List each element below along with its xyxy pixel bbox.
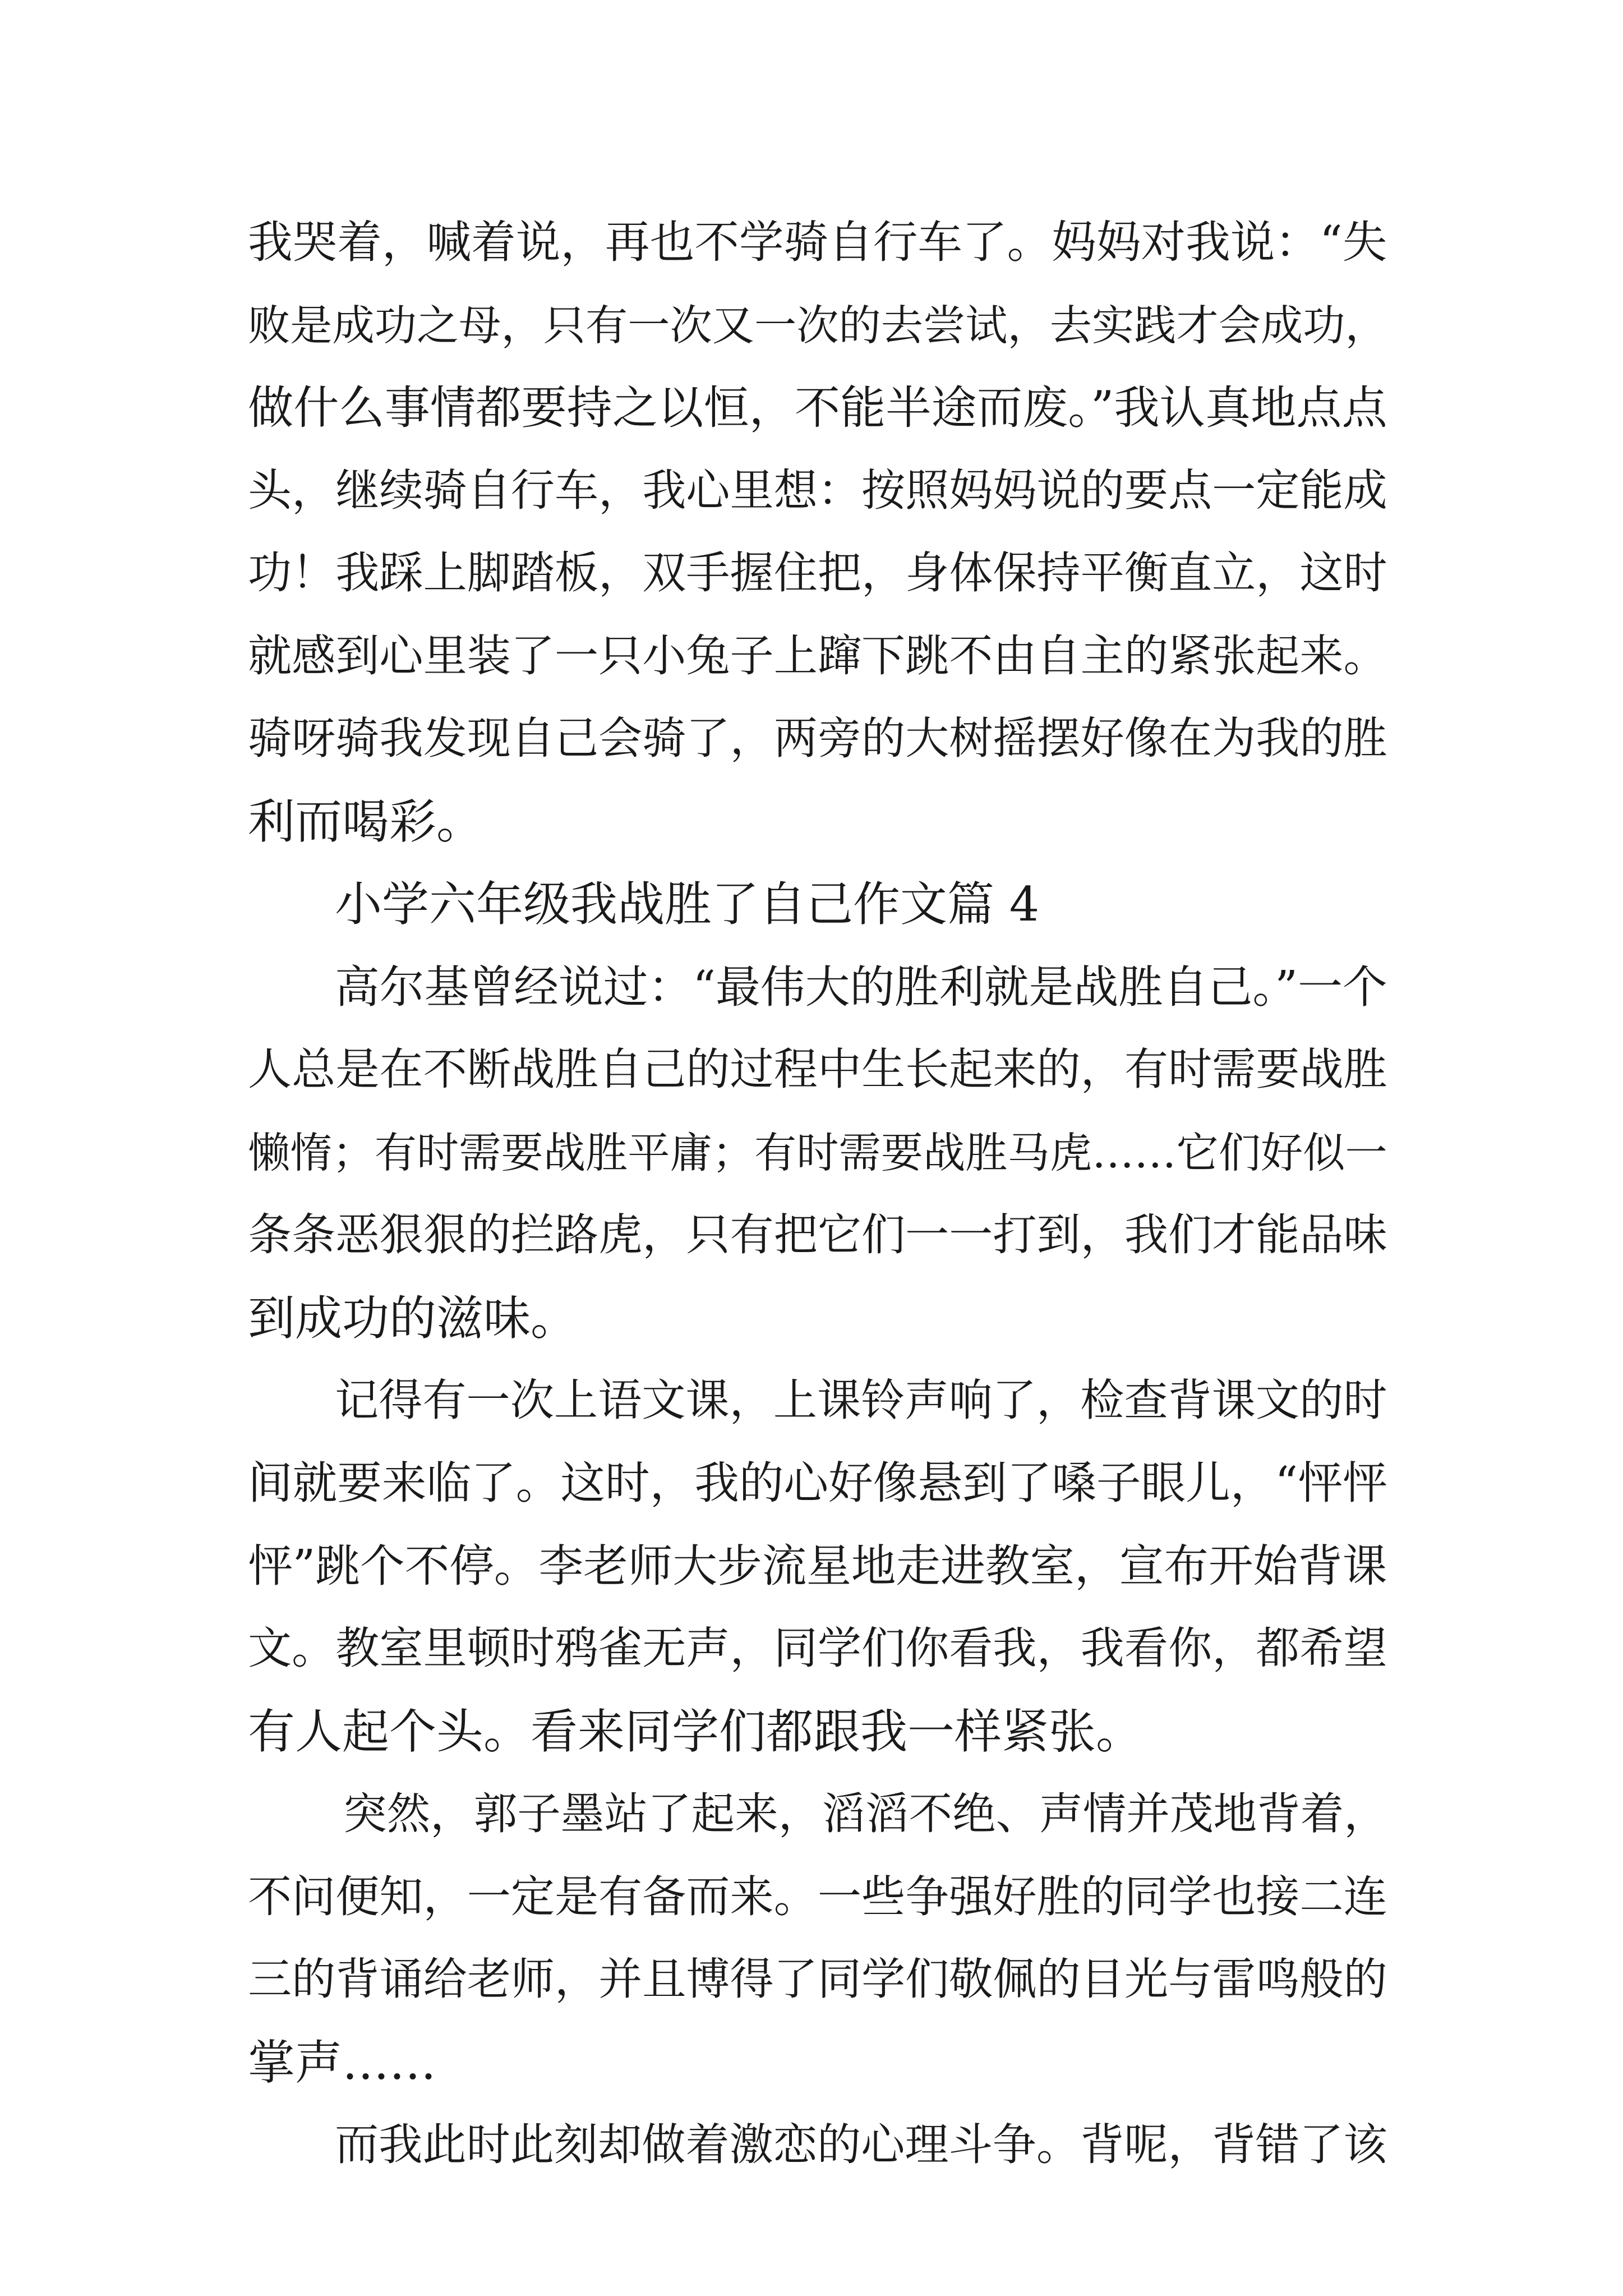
text-line: 文。教室里顿时鸦雀无声，同学们你看我，我看你，都希望 (248, 1623, 1387, 1674)
text-line: 间就要来临了。这时，我的心好像悬到了嗓子眼儿，“怦怦 (248, 1457, 1387, 1509)
text-line: 记得有一次上语文课，上课铃声响了，检查背课文的时 (335, 1375, 1387, 1426)
text-line: 突然，郭子墨站了起来，滔滔不绝、声情并茂地背着， (343, 1789, 1387, 1839)
text-line: 条条恶狠狠的拦路虎，只有把它们一一打到，我们才能品味 (248, 1209, 1387, 1260)
text-line: 利而喝彩。 (248, 794, 484, 849)
text-line: 功！我踩上脚踏板，双手握住把，身体保持平衡直立，这时 (248, 547, 1387, 599)
text-line: 不问便知，一定是有备而来。一些争强好胜的同学也接二连 (248, 1871, 1387, 1922)
text-line: 就感到心里装了一只小兔子上蹿下跳不由自主的紧张起来。 (248, 631, 1387, 682)
text-line: 懒惰；有时需要战胜平庸；有时需要战胜马虎……它们好似一 (248, 1128, 1387, 1177)
text-line: 掌声…… (248, 2035, 437, 2090)
text-line: 头，继续骑自行车，我心里想：按照妈妈说的要点一定能成 (248, 465, 1387, 516)
text-line: 而我此时此刻却做着激恋的心理斗争。背呢，背错了该 (335, 2119, 1387, 2170)
text-line: 到成功的滋味。 (248, 1291, 578, 1346)
text-line: 骑呀骑我发现自己会骑了，两旁的大树摇摆好像在为我的胜 (248, 713, 1387, 764)
text-line: 做什么事情都要持之以恒，不能半途而废。”我认真地点点 (248, 382, 1387, 435)
text-line: 败是成功之母，只有一次又一次的去尝试，去实践才会成功， (248, 301, 1387, 350)
text-line: 我哭着，喊着说，再也不学骑自行车了。妈妈对我说：“失 (248, 216, 1387, 268)
text-line: 怦”跳个不停。李老师大步流星地走进教室，宣布开始背课 (248, 1540, 1387, 1592)
text-line: 人总是在不断战胜自己的过程中生长起来的，有时需要战胜 (248, 1044, 1387, 1095)
text-line: 三的背诵给老师，并且博得了同学们敬佩的目光与雷鸣般的 (248, 1954, 1387, 2005)
section-heading: 小学六年级我战胜了自己作文篇 4 (335, 877, 1040, 932)
text-line: 有人起个头。看来同学们都跟我一样紧张。 (248, 1704, 1144, 1759)
text-line: 高尔基曾经说过：“最伟大的胜利就是战胜自己。”一个 (335, 961, 1387, 1013)
